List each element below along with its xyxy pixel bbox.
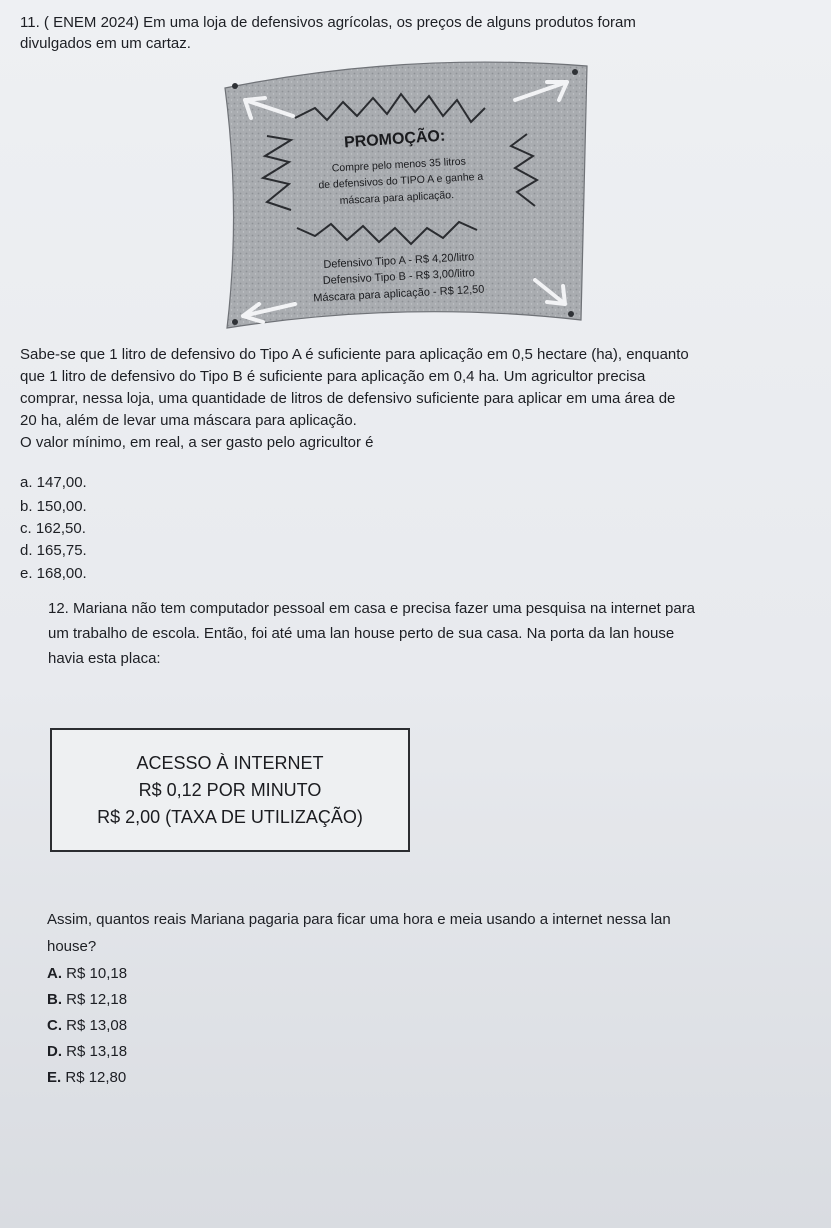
question-11-option-b[interactable]: b. 150,00. [20,498,87,515]
question-11-body-line: Sabe-se que 1 litro de defensivo do Tipo A é suficiente para aplicação em 0,5 hectare (ha), enquanto [20,346,689,363]
option-text: R$ 12,80 [65,1069,127,1086]
poster-price-a: Defensivo Tipo A - R$ 4,20/litro [323,251,475,271]
question-12-option-b[interactable] [47,988,127,1012]
option-text: R$ 13,08 [66,1017,128,1034]
question-12-question-line: house? [47,938,97,955]
sign-line3: R$ 2,00 (TAXA DE UTILIZAÇÃO) [97,807,363,827]
option-letter: B. [47,991,62,1008]
lan-house-sign [50,728,410,852]
question-12-option-e[interactable] [47,1066,126,1090]
option-text: R$ 10,18 [66,965,128,982]
option-letter: C. [47,1017,62,1034]
question-11-option-d[interactable]: d. 165,75. [20,542,87,559]
option-text: R$ 12,18 [66,991,128,1008]
option-text: R$ 13,18 [66,1043,128,1060]
poster-pin-bottom-left [232,319,238,325]
question-12-option-d[interactable] [47,1040,127,1064]
question-11-heading [20,12,636,54]
option-letter: E. [47,1069,62,1086]
poster-pin-top-left [232,83,238,89]
poster-title: PROMOÇÃO: [343,127,446,152]
question-12-intro [48,596,695,671]
option-letter: D. [47,1043,62,1060]
question-11-body-line: que 1 litro de defensivo do Tipo B é suficiente para aplicação em 0,4 ha. Um agricultor precisa [20,368,646,385]
question-12-question-line: Assim, quantos reais Mariana pagaria para ficar uma hora e meia usando a internet nessa lan [47,911,671,928]
promo-poster [215,60,595,335]
question-11-option-e[interactable]: e. 168,00. [20,565,87,582]
option-letter: A. [47,965,62,982]
poster-price-b: Defensivo Tipo B - R$ 3,00/litro [322,267,476,287]
question-12-intro-line: um trabalho de escola. Então, foi até uma lan house perto de sua casa. Na porta da lan house [48,625,675,642]
question-11-body-line: comprar, nessa loja, uma quantidade de litros de defensivo suficiente para aplicar em uma área de [20,390,676,407]
poster-line2: de defensivos do TIPO A e ganhe a [318,170,484,192]
poster-pin-bottom-right [568,311,574,317]
poster-line1: Compre pelo menos 35 litros [331,155,467,175]
poster-pin-top-right [572,69,578,75]
question-12-intro-line: havia esta placa: [48,650,161,667]
question-11-body-line: O valor mínimo, em real, a ser gasto pelo agricultor é [20,434,374,451]
sign-line1: ACESSO À INTERNET [136,753,324,773]
sign-line2: R$ 0,12 POR MINUTO [138,780,322,800]
question-11-heading-line2: divulgados em um cartaz. [20,35,191,52]
question-12-option-c[interactable] [47,1014,127,1038]
question-11-body [20,344,689,454]
promo-poster-graphic [215,60,595,335]
poster-price-mask: Máscara para aplicação - R$ 12,50 [313,283,485,305]
question-12-question [47,906,671,960]
poster-line3: máscara para aplicação. [339,189,455,207]
question-11-heading-line1: 11. ( ENEM 2024) Em uma loja de defensivos agrícolas, os preços de alguns produtos foram [20,14,636,31]
question-11-option-c[interactable]: c. 162,50. [20,520,86,537]
question-11-body-line: 20 ha, além de levar uma máscara para aplicação. [20,412,357,429]
question-11-option-a[interactable]: a. 147,00. [20,474,87,491]
question-12-option-a[interactable] [47,962,127,986]
question-12-intro-line: 12. Mariana não tem computador pessoal em casa e precisa fazer uma pesquisa na internet para [48,600,696,617]
